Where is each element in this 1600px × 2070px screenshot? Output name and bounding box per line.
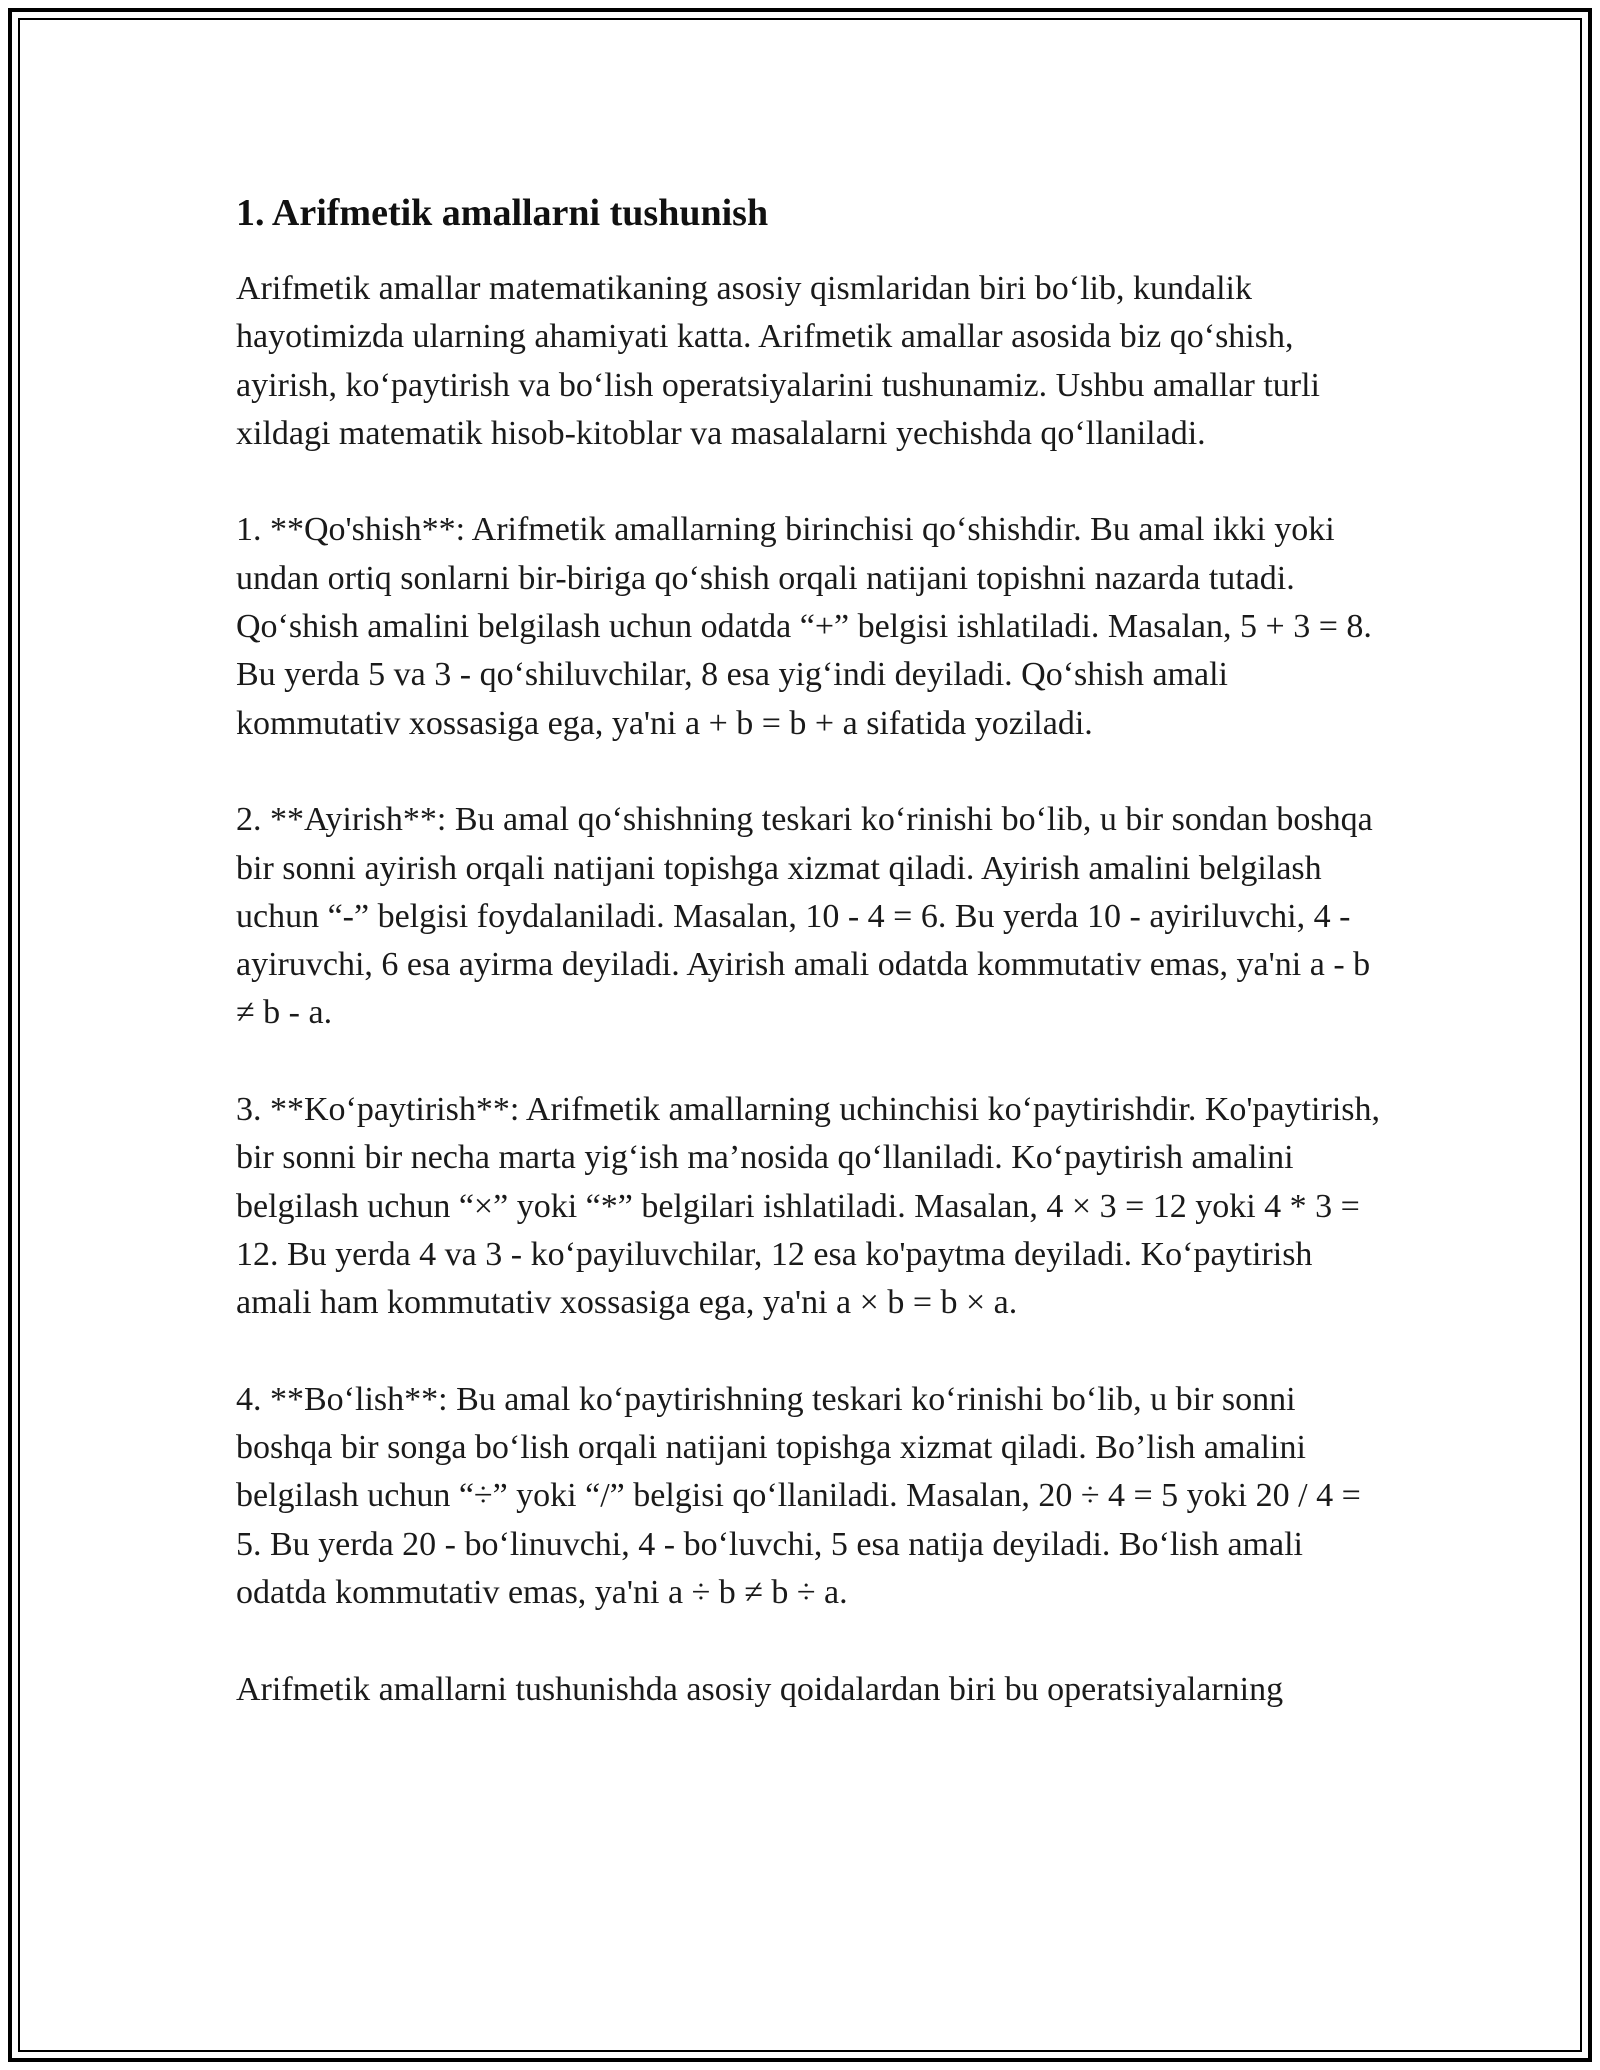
- document-body: [236, 180, 1386, 1714]
- subtraction-paragraph: 2. **Ayirish**: Bu amal qo‘shishning teskari ko‘rinishi bo‘lib, u bir sondan boshqa bir sonni ayirish orqali natijani topishga xizmat qiladi. Ayirish amalini belgilash uchun “-” belgisi foydalaniladi. Masalan, 10 - 4 = 6. Bu yerda 10 - ayiriluvchi, 4 - ayiruvchi, 6 esa ayirma deyiladi. Ayirish amali odatda kommutativ emas, ya'ni a - b ≠ b - a.: [236, 801, 1373, 1032]
- addition-paragraph: 1. **Qo'shish**: Arifmetik amallarning birinchisi qo‘shishdir. Bu amal ikki yoki undan ortiq sonlarni bir-biriga qo‘shish orqali natijani topishni nazarda tutadi. Qo‘shish amalini belgilash uchun odatda “+” belgisi ishlatiladi. Masalan, 5 + 3 = 8. Bu yerda 5 va 3 - qo‘shiluvchilar, 8 esa yig‘indi deyiladi. Qo‘shish amali kommutativ xossasiga ega, ya'ni a + b = b + a sifatida yoziladi.: [236, 511, 1372, 742]
- division-paragraph: 4. **Bo‘lish**: Bu amal ko‘paytirishning teskari ko‘rinishi bo‘lib, u bir sonni boshqa bir songa bo‘lish orqali natijani topishga xizmat qiladi. Bo’lish amalini belgilash uchun “÷” yoki “/” belgisi qo‘llaniladi. Masalan, 20 ÷ 4 = 5 yoki 20 / 4 = 5. Bu yerda 20 - bo‘linuvchi, 4 - bo‘luvchi, 5 esa natija deyiladi. Bo‘lish amali odatda kommutativ emas, ya'ni a ÷ b ≠ b ÷ a.: [236, 1380, 1361, 1612]
- multiplication-paragraph: 3. **Ko‘paytirish**: Arifmetik amallarning uchinchisi ko‘paytirishdir. Ko'paytirish, bir sonni bir necha marta yig‘ish ma’nosida qo‘llaniladi. Ko‘paytirish amalini belgilash uchun “×” yoki “*” belgilari ishlatiladi. Masalan, 4 × 3 = 12 yoki 4 * 3 = 12. Bu yerda 4 va 3 - ko‘payiluvchilar, 12 esa ko'paytma deyiladi. Ko‘paytirish amali ham kommutativ xossasiga ega, ya'ni a × b = b × a.: [236, 1091, 1380, 1322]
- closing-paragraph: Arifmetik amallarni tushunishda asosiy qoidalardan biri bu operatsiyalarning: [236, 1670, 1284, 1708]
- section-heading: 1. Arifmetik amallarni tushunish: [236, 192, 769, 234]
- intro-paragraph: Arifmetik amallar matematikaning asosiy qismlaridan biri bo‘lib, kundalik hayotimizda ularning ahamiyati katta. Arifmetik amallar asosida biz qo‘shish, ayirish, ko‘paytirish va bo‘lish operatsiyalarini tushunamiz. Ushbu amallar turli xildagi matematik hisob-kitoblar va masalalarni yechishda qo‘llaniladi.: [236, 270, 1320, 452]
